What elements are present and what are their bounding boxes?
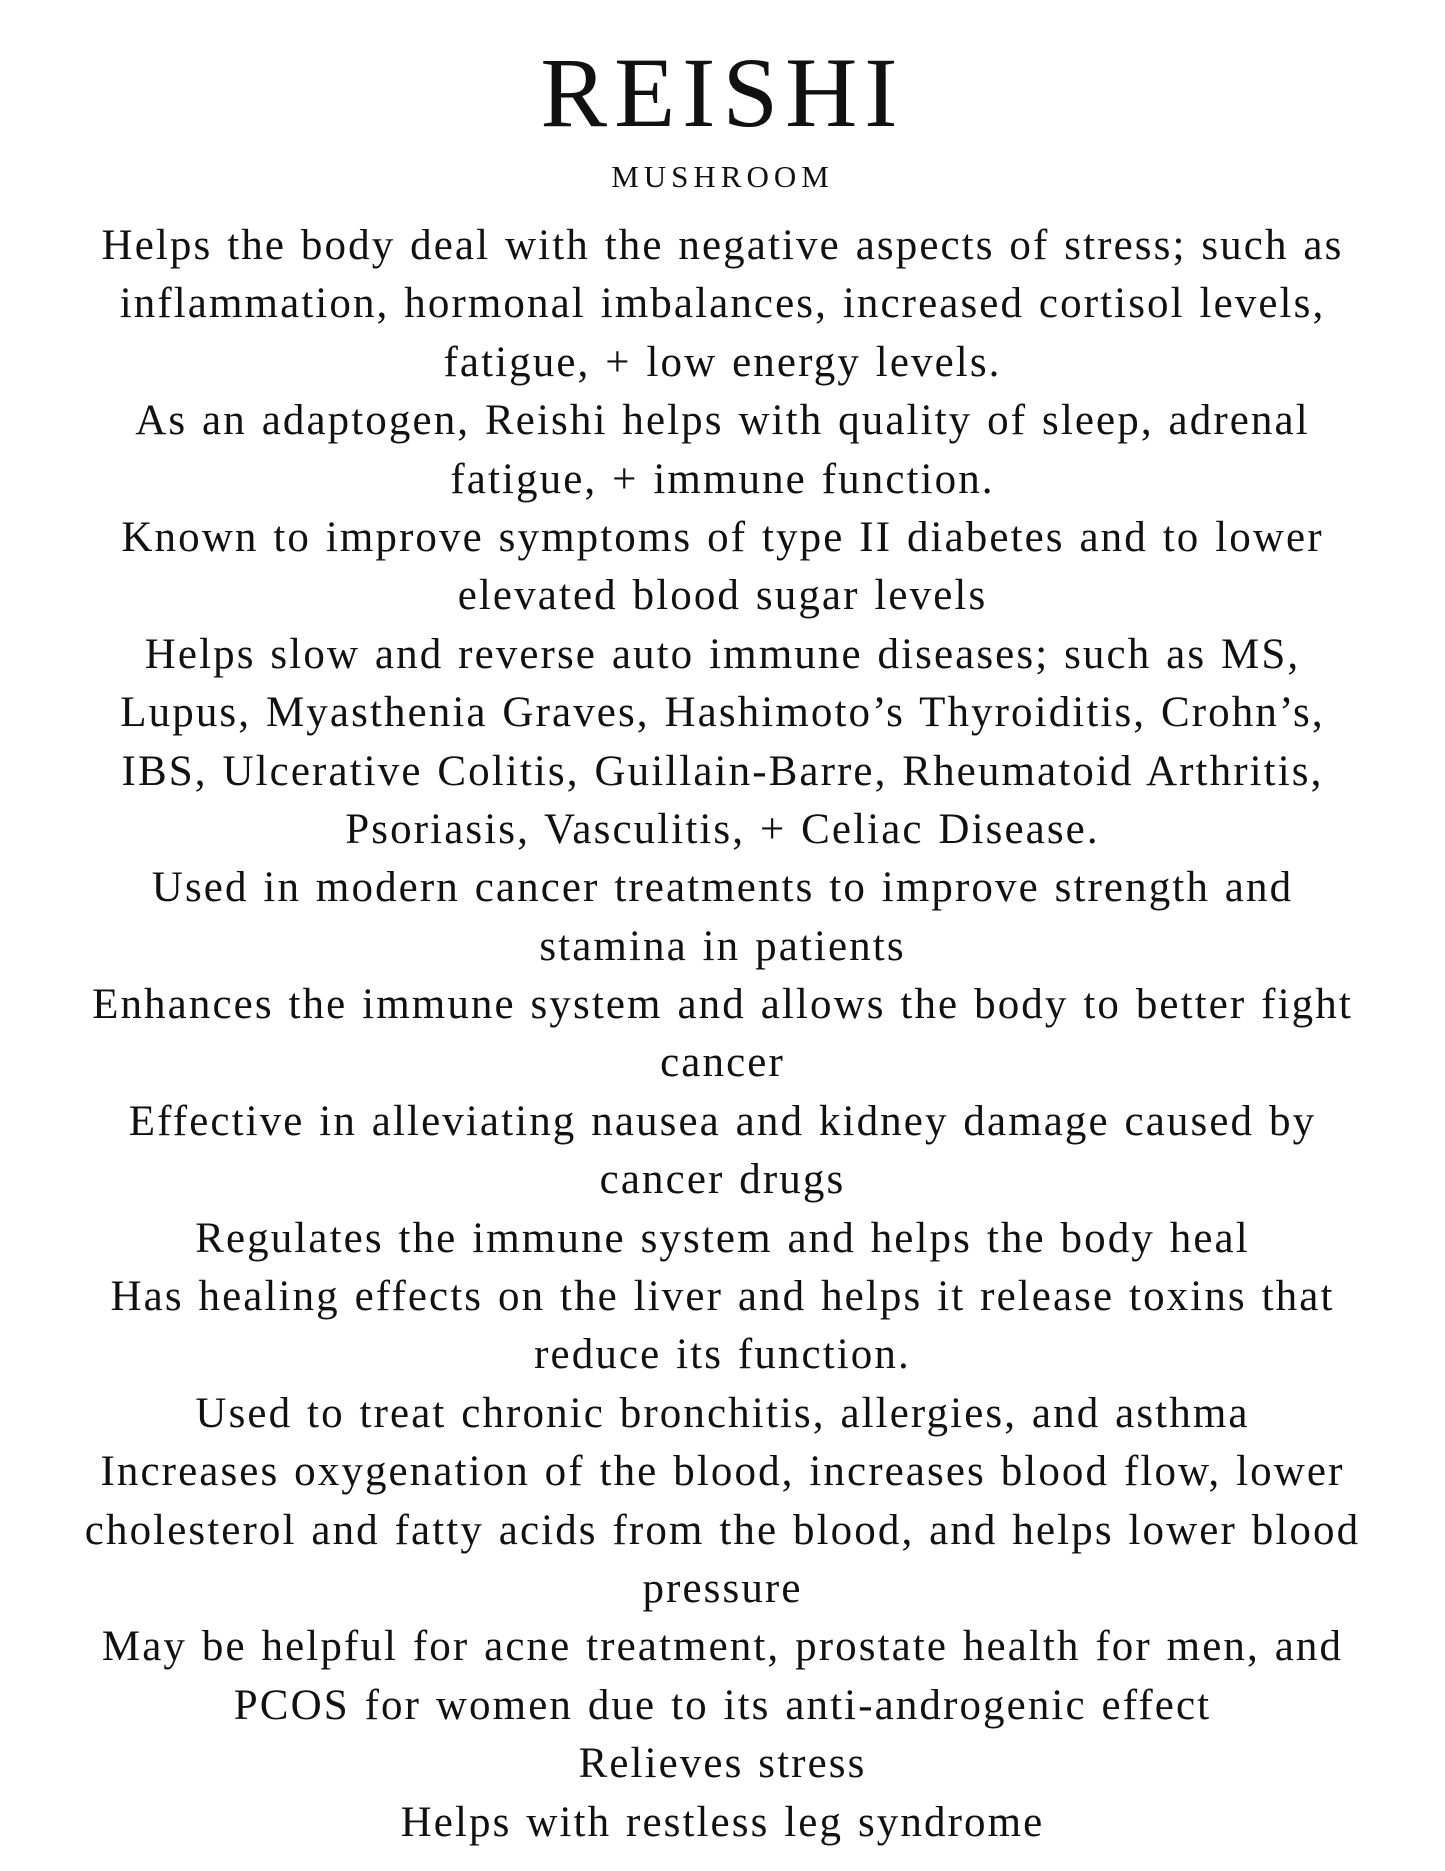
benefits-list: [0, 217, 1445, 1852]
benefit-line: inflammation, hormonal imbalances, increased cortisol levels,: [119, 280, 1326, 328]
benefit-line: stamina in patients: [539, 922, 906, 970]
benefit-line: elevated blood sugar levels: [457, 572, 988, 620]
benefit-line: Used in modern cancer treatments to improve strength and: [151, 864, 1294, 912]
benefit-line: Regulates the immune system and helps the body heal: [195, 1214, 1250, 1262]
benefit-line: Helps slow and reverse auto immune diseases; such as MS,: [144, 630, 1301, 678]
benefit-item: [0, 1093, 1445, 1210]
benefit-line: cancer: [660, 1039, 785, 1087]
page-title: REISHI: [540, 37, 905, 148]
benefit-line: Enhances the immune system and allows the body to better fight: [92, 981, 1353, 1029]
benefit-line: cholesterol and fatty acids from the blood, and helps lower blood: [84, 1506, 1361, 1554]
benefit-line: Psoriasis, Vasculitis, + Celiac Disease.: [345, 805, 1100, 853]
benefit-item: [0, 392, 1445, 509]
benefit-item: [0, 1443, 1445, 1618]
benefit-line: Relieves stress: [578, 1740, 867, 1788]
page-subtitle: MUSHROOM: [611, 159, 834, 194]
benefit-line: PCOS for women due to its anti-androgenic effect: [233, 1681, 1212, 1729]
benefit-item: [0, 1385, 1445, 1443]
benefit-item: [0, 1210, 1445, 1268]
benefit-item: [0, 1735, 1445, 1793]
benefit-line: As an adaptogen, Reishi helps with quality of sleep, adrenal: [135, 397, 1310, 445]
benefit-item: [0, 509, 1445, 626]
benefit-line: Increases oxygenation of the blood, increases blood flow, lower: [100, 1448, 1345, 1496]
benefit-line: IBS, Ulcerative Colitis, Guillain-Barre, Rheumatoid Arthritis,: [121, 747, 1324, 795]
benefit-line: Known to improve symptoms of type II diabetes and to lower: [121, 513, 1324, 561]
benefit-line: May be helpful for acne treatment, prostate health for men, and: [101, 1623, 1344, 1671]
benefit-line: Lupus, Myasthenia Graves, Hashimoto’s Thyroiditis, Crohn’s,: [120, 689, 1325, 737]
benefit-item: [0, 1618, 1445, 1735]
benefit-item: [0, 976, 1445, 1093]
benefit-line: fatigue, + low energy levels.: [443, 338, 1002, 386]
benefit-item: [0, 217, 1445, 392]
benefit-line: Has healing effects on the liver and helps it release toxins that: [110, 1273, 1335, 1321]
benefit-item: [0, 859, 1445, 976]
benefit-item: [0, 1794, 1445, 1852]
benefit-line: Helps the body deal with the negative aspects of stress; such as: [101, 222, 1344, 269]
benefit-line: Helps with restless leg syndrome: [400, 1798, 1045, 1846]
benefit-item: [0, 626, 1445, 860]
benefit-line: pressure: [642, 1564, 803, 1612]
benefit-line: fatigue, + immune function.: [450, 455, 995, 503]
benefit-line: reduce its function.: [534, 1331, 911, 1379]
benefit-line: Used to treat chronic bronchitis, allergies, and asthma: [195, 1389, 1250, 1437]
benefit-line: cancer drugs: [599, 1156, 846, 1204]
benefit-item: [0, 1268, 1445, 1385]
benefit-line: Effective in alleviating nausea and kidney damage caused by: [128, 1097, 1317, 1145]
